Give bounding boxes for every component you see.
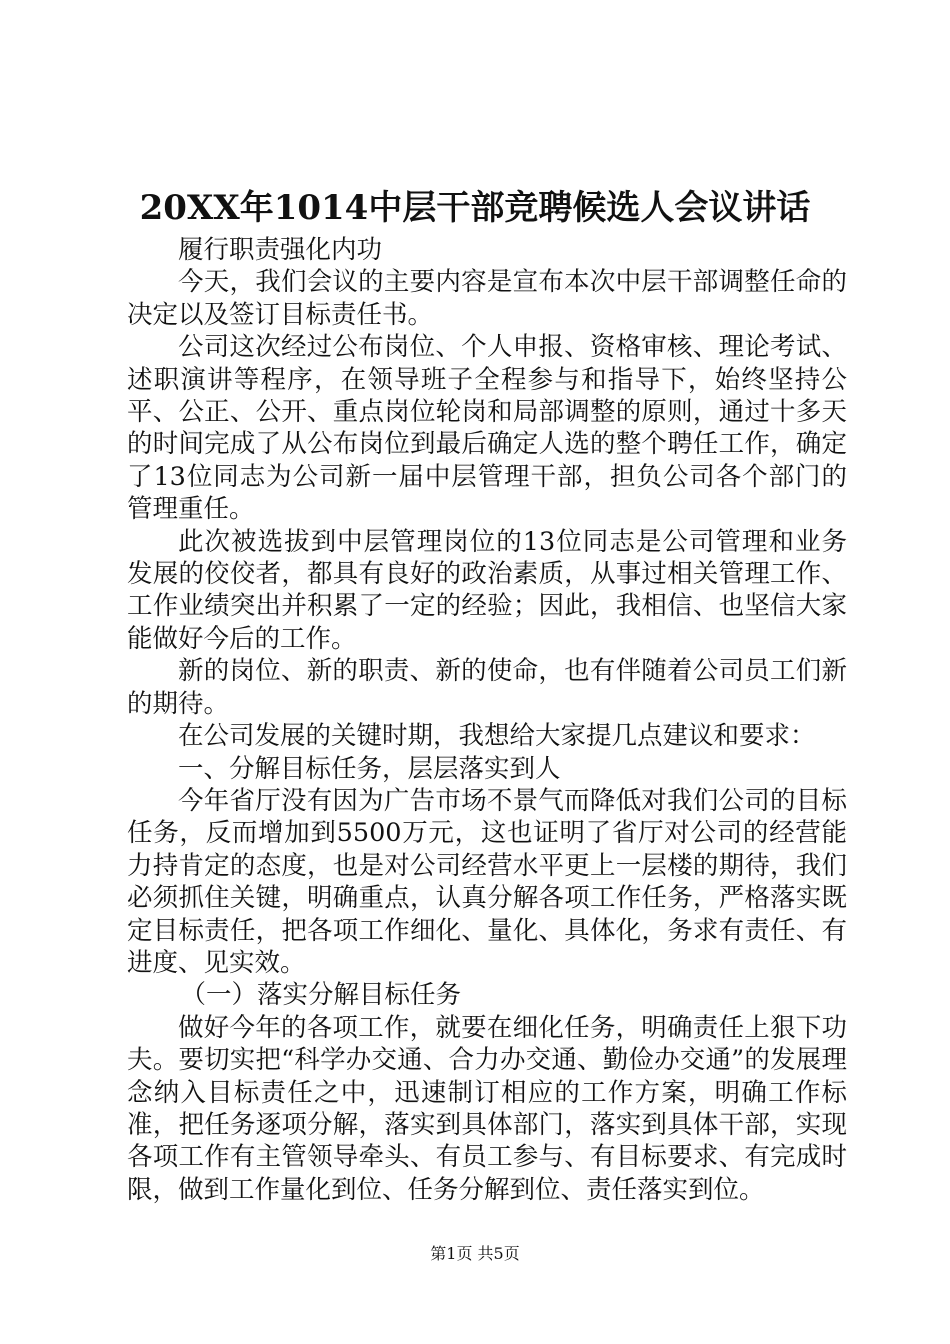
document-body: [127, 234, 847, 1206]
paragraph: 今年省厅没有因为广告市场不景气而降低对我们公司的目标任务，反而增加到5500万元，这也证明了省厅对公司的经营能力持肯定的态度，也是对公司经营水平更上一层楼的期待，我们必须抓住关键，明确重点，认真分解各项工作任务，严格落实既定目标责任，把各项工作细化、量化、具体化，务求有责任、有进度、见实效。: [127, 785, 847, 978]
paragraph-subtitle: 履行职责强化内功: [178, 235, 383, 265]
paragraph: 新的岗位、新的职责、新的使命，也有伴随着公司员工们新的期待。: [127, 656, 847, 719]
paragraph: 公司这次经过公布岗位、个人申报、资格审核、理论考试、述职演讲等程序，在领导班子全程参与和指导下，始终坚持公平、公正、公开、重点岗位轮岗和局部调整的原则，通过十多天的时间完成了从公布岗位到最后确定人选的整个聘任工作，确定了13位同志为公司新一届中层管理干部，担负公司各个部门的管理重任。: [127, 332, 847, 525]
paragraph: 此次被选拔到中层管理岗位的13位同志是公司管理和业务发展的佼佼者，都具有良好的政治素质，从事过相关管理工作、工作业绩突出并积累了一定的经验；因此，我相信、也坚信大家能做好今后的工作。: [127, 526, 847, 654]
paragraph: 在公司发展的关键时期，我想给大家提几点建议和要求：: [178, 721, 816, 752]
section-heading: 一、分解目标任务，层层落实到人: [178, 753, 561, 784]
subsection-heading: （一）落实分解目标任务: [180, 980, 462, 1011]
document-title: 20XX年1014中层干部竞聘候选人会议讲话: [139, 188, 811, 228]
paragraph: 做好今年的各项工作，就要在细化任务，明确责任上狠下功夫。要切实把“科学办交通、合力办交通、勤俭办交通”的发展理念纳入目标责任之中，迅速制订相应的工作方案，明确工作标准，把任务逐项分解，落实到具体部门，落实到具体干部，实现各项工作有主管领导牵头、有员工参与、有目标要求、有完成时限，做到工作量化到位、任务分解到位、责任落实到位。: [127, 1012, 847, 1205]
page-footer: 第1页 共5页: [430, 1244, 520, 1263]
paragraph: 今天，我们会议的主要内容是宣布本次中层干部调整任命的决定以及签订目标责任书。: [127, 267, 847, 330]
